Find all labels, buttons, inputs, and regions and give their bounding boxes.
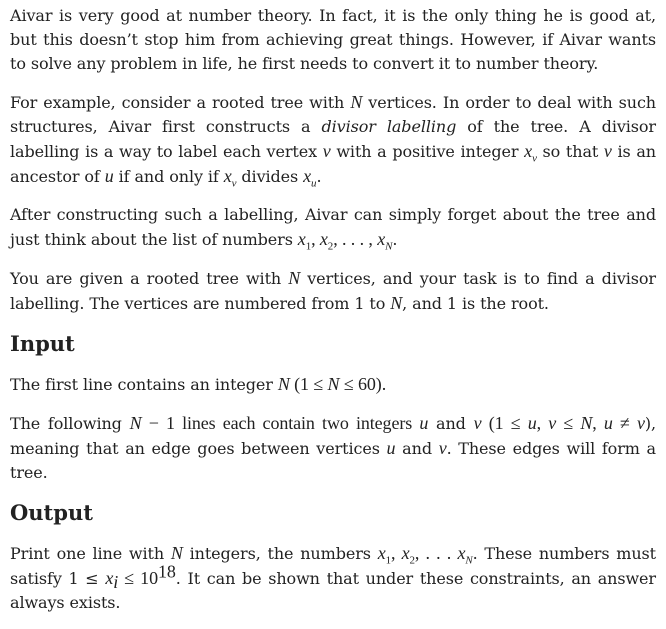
math-u: u	[104, 166, 114, 186]
math-sep: , . . .	[414, 543, 458, 563]
math-text: ≤ 60).	[339, 374, 387, 394]
text: divides	[236, 167, 304, 186]
math-N: N	[129, 413, 142, 433]
math-u: u	[603, 413, 613, 433]
math-x-list	[377, 543, 473, 567]
text: The first line contains an integer	[10, 375, 278, 394]
math-N: N	[580, 413, 593, 433]
math-N: N	[327, 374, 340, 394]
emphasis-term: divisor labelling	[321, 117, 457, 136]
math-v: v	[473, 413, 482, 433]
text: . These numbers must satisfy 1 ≤	[10, 544, 656, 588]
math-x-v	[223, 166, 237, 190]
math-sep: , . . . ,	[333, 229, 378, 249]
text: of the tree. A divisor labelling is a way to label each vertex	[10, 117, 656, 161]
math-text: (1 ≤	[481, 413, 528, 433]
labelling-list-paragraph	[10, 203, 656, 252]
text: For example, consider a rooted tree with	[10, 93, 351, 112]
math-u: u	[419, 413, 429, 433]
math-x: x	[457, 543, 466, 563]
text: vertices, and your task is to find a divisor labelling. The vertices are numbered from 1 to	[10, 269, 656, 313]
math-x-u	[303, 166, 317, 190]
math-x: x	[303, 166, 312, 186]
text: vertices. In order to deal with such structures, Aivar first constructs a	[10, 93, 657, 136]
subscript: 1	[385, 554, 391, 567]
text: . These edges will form a tree.	[10, 439, 656, 482]
output-heading: Output	[10, 500, 93, 525]
subscript: 2	[409, 554, 415, 567]
text: ), meaning that an edge goes between vertices	[10, 414, 656, 458]
text: .	[392, 230, 398, 249]
subscript: i	[113, 572, 119, 593]
math-x: x	[401, 543, 410, 563]
text: is an ancestor of	[10, 142, 656, 186]
math-x: x	[524, 141, 533, 161]
text: . It can be shown that under these constraints, an answer always exists.	[10, 569, 656, 612]
math-text: ≤ 10	[118, 568, 158, 588]
text: After constructing such a labelling, Aivar can simply forget about the tree and just think about the list of numbers	[10, 205, 656, 249]
math-text: ,	[536, 413, 549, 433]
subscript: 1	[305, 240, 312, 253]
subscript: v	[231, 177, 237, 190]
text: and	[428, 414, 474, 433]
math-sep: ,	[311, 229, 320, 249]
subscript: u	[311, 177, 317, 190]
intro-paragraph: Aivar is very good at number theory. In fact, it is the only thing he is good at, but this doesn’t stop him from achieving great things. However, if Aivar wants to solve any problem in life, he first needs to convert it to number theory.	[10, 6, 656, 73]
math-v: v	[438, 438, 447, 458]
input-first-line	[10, 372, 656, 397]
text: You are given a rooted tree with	[10, 269, 289, 288]
math-text: − 1 lines each contain two integers	[141, 413, 420, 433]
text: integers, the numbers	[182, 544, 378, 563]
input-edges-paragraph	[10, 411, 656, 485]
math-sep: ,	[390, 543, 402, 563]
math-x: x	[377, 543, 386, 563]
input-heading: Input	[10, 331, 75, 356]
math-v: v	[322, 141, 331, 161]
text: , and 1 is the root.	[402, 294, 549, 313]
text: Print one line with	[10, 544, 171, 563]
math-text: ,	[592, 413, 604, 433]
text: The following	[10, 414, 130, 433]
text: .	[316, 167, 322, 186]
math-N: N	[390, 293, 403, 313]
math-u: u	[386, 438, 396, 458]
math-x: x	[319, 229, 328, 249]
superscript: 18	[157, 561, 176, 582]
subscript: N	[465, 554, 473, 567]
math-N: N	[277, 374, 290, 394]
math-x-v	[524, 141, 537, 165]
text: so that	[536, 142, 604, 161]
text: if and only if	[113, 167, 224, 186]
math-text: ≤	[556, 413, 581, 433]
math-x: x	[297, 229, 306, 249]
math-x: x	[223, 166, 232, 186]
subscript: v	[532, 152, 537, 165]
math-x: x	[377, 229, 386, 249]
math-v: v	[636, 413, 645, 433]
output-paragraph	[10, 541, 656, 615]
math-u: u	[527, 413, 537, 433]
math-x-list	[297, 229, 393, 253]
math-text: ≠	[612, 413, 637, 433]
math-v: v	[603, 141, 612, 161]
math-N: N	[350, 92, 363, 112]
text: and	[395, 439, 439, 458]
task-paragraph	[10, 266, 656, 316]
divisor-labelling-paragraph	[10, 90, 656, 189]
math-text: (1 ≤	[289, 374, 328, 394]
math-N: N	[170, 543, 183, 563]
subscript: N	[385, 240, 393, 253]
text: with a positive integer	[330, 142, 525, 161]
math-v: v	[548, 413, 557, 433]
math-x: x	[105, 568, 114, 588]
subscript: 2	[327, 240, 334, 253]
math-N: N	[288, 268, 301, 288]
